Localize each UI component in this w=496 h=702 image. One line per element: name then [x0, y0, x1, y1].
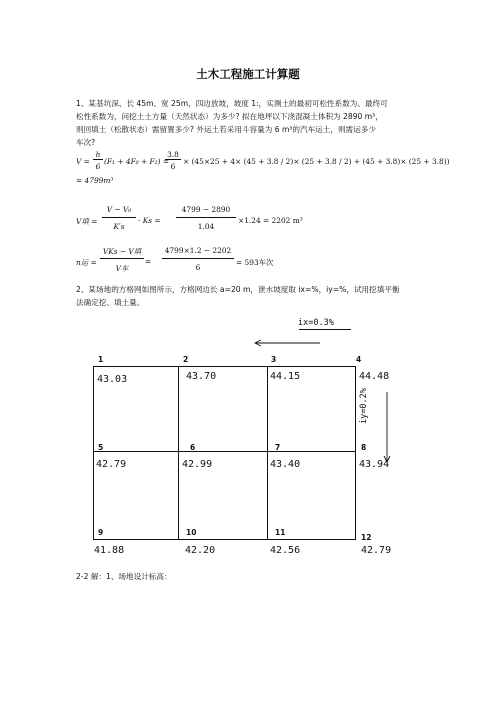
- corner-number: 9: [98, 528, 104, 537]
- fraction-numerator: V − V₀: [106, 205, 132, 214]
- formula-mid: =: [145, 257, 152, 266]
- fraction-numerator: 4799 − 2890: [181, 205, 231, 214]
- elevation-value: 43.03: [97, 374, 128, 385]
- elevation-value: 44.15: [270, 371, 301, 382]
- formula-lhs: V填 =: [76, 217, 98, 226]
- fraction-denominator: 6: [95, 162, 101, 171]
- ix-slope-arrow: [252, 338, 322, 348]
- corner-number: 8: [361, 443, 367, 452]
- fraction-numerator: h: [95, 150, 101, 159]
- elevation-value: 43.94: [359, 459, 390, 470]
- q1-text-line: 则回填土（松散状态）需留置多少? 外运土若采用斗容量为 6 m³的汽车运土，则需运多少: [76, 125, 376, 134]
- q2-text-line: 2、某场地的方格网如图所示，方格网边长 a=20 m，泄水坡度取 ix=%，iy=%，试用挖填平衡: [76, 285, 400, 294]
- elevation-value: 41.88: [94, 545, 125, 556]
- fraction-denominator: 6: [195, 263, 201, 272]
- corner-number: 2: [183, 355, 189, 364]
- corner-number: 10: [186, 528, 197, 537]
- fraction-bar: [102, 217, 136, 218]
- fraction-numerator: 4799×1.2 − 2202: [164, 246, 232, 255]
- elevation-value: 43.70: [186, 371, 217, 382]
- fraction-denominator: 1.04: [197, 222, 215, 231]
- grid-line: [267, 367, 268, 539]
- corner-number: 5: [98, 443, 104, 452]
- corner-number: 4: [356, 355, 362, 364]
- corner-number: 3: [271, 355, 277, 364]
- elevation-value: 42.79: [96, 459, 127, 470]
- fraction-bar: [93, 159, 103, 160]
- page-title: 土木工程施工计算题: [196, 67, 300, 81]
- corner-number: 1: [98, 355, 104, 364]
- elevation-value: 42.79: [361, 545, 392, 556]
- formula-mid: (F₁ + 4F₀ + F₂) =: [104, 157, 170, 166]
- formula-mid: · Ks =: [138, 216, 161, 225]
- formula-rhs: × (45×25 + 4× (45 + 3.8 / 2)× (25 + 3.8 / 2) + (45 + 3.8)× (25 + 3.8)): [183, 157, 450, 166]
- corner-number: 11: [275, 528, 286, 537]
- corner-number: 6: [190, 443, 196, 452]
- fraction-bar: [162, 258, 234, 259]
- q1-text-line: 1、某基坑深、长 45m、宽 25m，四边放坡，坡度 1:，实测土的最初可松性系数为、最终可: [76, 99, 388, 108]
- fraction-bar: [165, 159, 181, 160]
- q2-text-line: 法确定挖、填土量。: [76, 298, 145, 307]
- formula-rhs: ×1.24 = 2202 m³: [238, 216, 303, 225]
- elevation-value: 42.99: [182, 459, 213, 470]
- elevation-value: 44.48: [359, 371, 390, 382]
- elevation-value: 42.56: [270, 545, 301, 556]
- q1-text-line: 松性系数为，问挖土土方量（天然状态）为多少? 拟在地坪以下浇混凝土体积为 2890 m³，: [76, 112, 383, 121]
- grid-network: [93, 366, 356, 540]
- iy-slope-arrow: [381, 390, 393, 466]
- formula-lhs: n运 =: [76, 258, 97, 267]
- fraction-numerator: 3.8: [167, 150, 179, 159]
- fraction-bar: [176, 217, 236, 218]
- elevation-value: 42.20: [185, 545, 216, 556]
- grid-line: [94, 451, 355, 452]
- fraction-denominator: 6: [170, 162, 176, 171]
- formula-lhs: V =: [76, 157, 90, 166]
- fraction-denominator: K′s: [113, 222, 125, 231]
- fraction-denominator: V车: [115, 264, 129, 273]
- formula-rhs: = 593车次: [236, 258, 274, 267]
- elevation-value: 43.40: [270, 459, 301, 470]
- formula-result: = 4799m³: [76, 176, 114, 185]
- iy-slope-label: iy=0.2%: [359, 388, 369, 424]
- fraction-numerator: VKs − V填: [102, 247, 142, 256]
- ix-label-underline: [299, 329, 351, 330]
- corner-number: 7: [275, 443, 281, 452]
- corner-number: 12: [361, 533, 372, 542]
- q1-text-line: 车次?: [76, 138, 96, 147]
- solution-line: 2-2 解：1、场地设计标高：: [76, 572, 172, 581]
- fraction-bar: [100, 258, 144, 259]
- ix-slope-label: ix=0.3%: [298, 318, 334, 328]
- grid-line: [178, 367, 179, 539]
